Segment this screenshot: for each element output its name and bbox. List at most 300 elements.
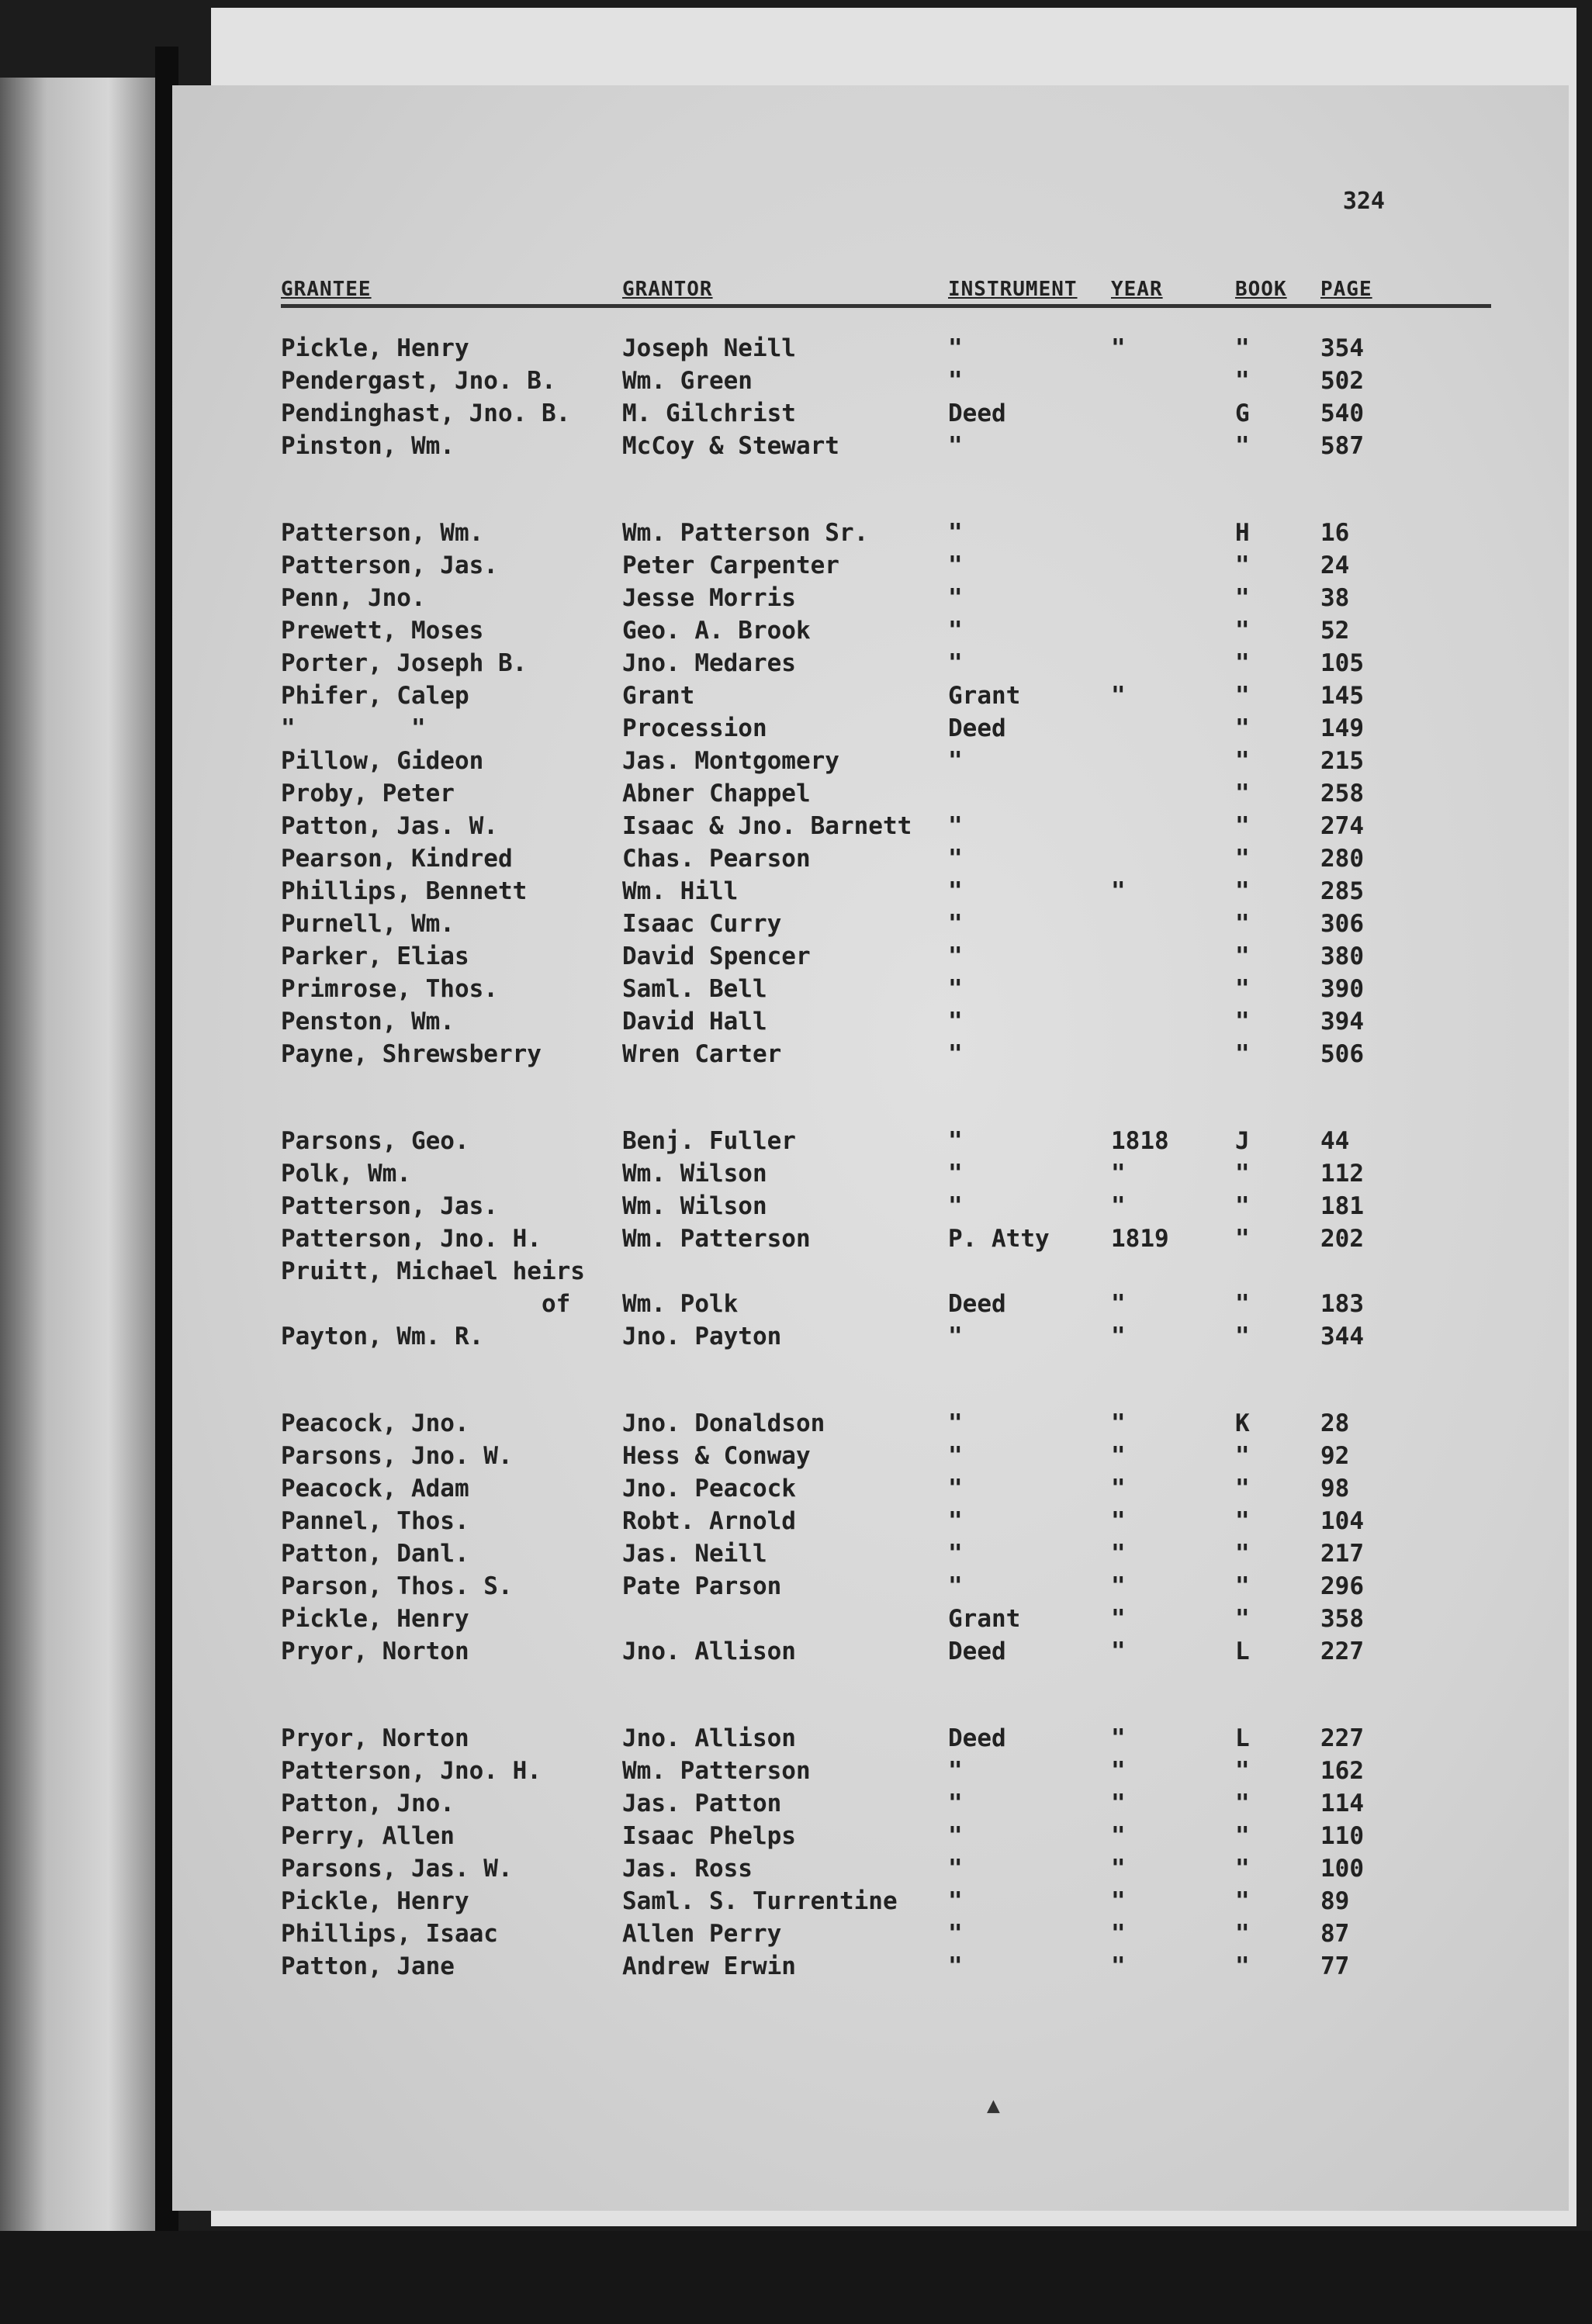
cell-year: " [1111, 1887, 1126, 1915]
cell-page: 181 [1320, 1192, 1364, 1220]
cell-instrument: " [948, 1887, 963, 1915]
cell-grantee: Patterson, Jas. [281, 552, 498, 579]
cell-grantee: Proby, Peter [281, 780, 455, 808]
cell-grantor: Isaac Curry [622, 910, 782, 938]
cell-grantee: Pryor, Norton [281, 1638, 469, 1665]
cell-grantee: Pryor, Norton [281, 1724, 469, 1752]
cell-grantor: Geo. A. Brook [622, 617, 811, 645]
cell-instrument: " [948, 1757, 963, 1785]
cell-page: 380 [1320, 942, 1364, 970]
table-row [281, 1949, 1491, 1982]
cell-grantor: Wm. Patterson [622, 1757, 811, 1785]
header-year: YEAR [1111, 278, 1163, 301]
cell-instrument: " [948, 1160, 963, 1188]
cell-grantee: Patton, Jane [281, 1952, 455, 1980]
table-row [281, 1157, 1491, 1189]
group-spacer [281, 1352, 1491, 1406]
cell-grantor: Pate Parson [622, 1572, 782, 1600]
cell-grantee: Parsons, Jas. W. [281, 1855, 513, 1883]
cell-year: " [1111, 1790, 1126, 1817]
cell-grantee: Patton, Jas. W. [281, 812, 498, 840]
cell-instrument: " [948, 1572, 963, 1600]
cell-book: " [1235, 1920, 1250, 1948]
cell-instrument: Deed [948, 1724, 1006, 1752]
cell-book: " [1235, 1323, 1250, 1350]
table-row [281, 1189, 1491, 1222]
cell-grantor: Andrew Erwin [622, 1952, 796, 1980]
cell-grantee: Pruitt, Michael heirs [281, 1257, 585, 1285]
group-spacer [281, 462, 1491, 516]
cell-grantee: Payne, Shrewsberry [281, 1040, 542, 1068]
cell-instrument: " [948, 877, 963, 905]
table-row [281, 1819, 1491, 1852]
cell-grantor: Saml. Bell [622, 975, 767, 1003]
cell-page: 285 [1320, 877, 1364, 905]
cell-instrument: " [948, 942, 963, 970]
cell-instrument: Deed [948, 1290, 1006, 1318]
cell-grantee: Perry, Allen [281, 1822, 455, 1850]
cell-book: J [1235, 1127, 1250, 1155]
cell-grantor: Wm. Wilson [622, 1192, 767, 1220]
adjacent-book-page [0, 78, 155, 2234]
cell-page: 227 [1320, 1638, 1364, 1665]
cell-grantor: Jno. Allison [622, 1638, 796, 1665]
cell-grantor: Jas. Montgomery [622, 747, 839, 775]
cell-year: 1818 [1111, 1127, 1169, 1155]
table-row [281, 429, 1491, 462]
cell-page: 149 [1320, 714, 1364, 742]
cell-page: 44 [1320, 1127, 1350, 1155]
table-row [281, 1721, 1491, 1754]
table-row [281, 1917, 1491, 1949]
cell-page: 145 [1320, 682, 1364, 710]
cell-year: " [1111, 1409, 1126, 1437]
table-row [281, 364, 1491, 396]
cell-book: " [1235, 1290, 1250, 1318]
group-spacer [281, 1070, 1491, 1124]
cell-book: " [1235, 682, 1250, 710]
cell-page: 104 [1320, 1507, 1364, 1535]
header-page: PAGE [1320, 278, 1372, 301]
table-row [281, 1569, 1491, 1602]
cell-year: " [1111, 1540, 1126, 1568]
cell-instrument: " [948, 1540, 963, 1568]
cell-grantor: Jno. Allison [622, 1724, 796, 1752]
cell-grantor: Jesse Morris [622, 584, 796, 612]
table-row [281, 1602, 1491, 1634]
cell-instrument: Deed [948, 399, 1006, 427]
cell-grantor: Wm. Green [622, 367, 753, 395]
table-row [281, 1504, 1491, 1537]
cell-grantee: Penston, Wm. [281, 1008, 455, 1036]
cell-year: " [1111, 1475, 1126, 1503]
cell-book: " [1235, 1790, 1250, 1817]
cell-book: " [1235, 747, 1250, 775]
cell-page: 24 [1320, 552, 1350, 579]
table-row [281, 1537, 1491, 1569]
cell-grantor: Chas. Pearson [622, 845, 811, 873]
cell-grantee: Pickle, Henry [281, 1605, 469, 1633]
cell-book: " [1235, 1822, 1250, 1850]
cell-grantor: Peter Carpenter [622, 552, 839, 579]
cell-grantor: Wren Carter [622, 1040, 782, 1068]
cell-page: 358 [1320, 1605, 1364, 1633]
cell-page: 306 [1320, 910, 1364, 938]
cell-year: " [1111, 877, 1126, 905]
cell-instrument: " [948, 812, 963, 840]
cell-page: 217 [1320, 1540, 1364, 1568]
cell-instrument: " [948, 1790, 963, 1817]
table-body [281, 308, 1491, 1982]
cell-grantee: Pendergast, Jno. B. [281, 367, 556, 395]
table-row [281, 1786, 1491, 1819]
cell-book: " [1235, 1192, 1250, 1220]
cell-book: " [1235, 1887, 1250, 1915]
cell-book: " [1235, 1225, 1250, 1253]
cell-grantee: Parsons, Jno. W. [281, 1442, 513, 1470]
header-grantee: GRANTEE [281, 278, 372, 301]
cell-grantor: Jno. Payton [622, 1323, 782, 1350]
cell-grantee: of [281, 1290, 571, 1318]
table-row [281, 1754, 1491, 1786]
cell-page: 502 [1320, 367, 1364, 395]
scanner-bed [0, 2231, 1592, 2324]
deed-index-table [281, 264, 1491, 1982]
cell-grantor: Wm. Polk [622, 1290, 739, 1318]
cell-instrument: " [948, 649, 963, 677]
cell-instrument: " [948, 1040, 963, 1068]
cell-instrument: Grant [948, 1605, 1021, 1633]
cell-book: " [1235, 845, 1250, 873]
table-row [281, 776, 1491, 809]
table-row [281, 331, 1491, 364]
cell-instrument: " [948, 1442, 963, 1470]
cell-book: " [1235, 584, 1250, 612]
table-row [281, 939, 1491, 972]
cell-year: " [1111, 1855, 1126, 1883]
cell-book: " [1235, 812, 1250, 840]
cell-book: " [1235, 552, 1250, 579]
cell-grantee: Pinston, Wm. [281, 432, 455, 460]
cell-year: 1819 [1111, 1225, 1169, 1253]
cell-grantee: Pearson, Kindred [281, 845, 513, 873]
cell-instrument: Deed [948, 714, 1006, 742]
table-row [281, 711, 1491, 744]
cell-grantee: Phillips, Isaac [281, 1920, 498, 1948]
cell-grantee: Polk, Wm. [281, 1160, 411, 1188]
cell-year: " [1111, 1323, 1126, 1350]
cell-page: 540 [1320, 399, 1364, 427]
cell-page: 390 [1320, 975, 1364, 1003]
table-row [281, 1222, 1491, 1254]
cell-book: " [1235, 1008, 1250, 1036]
header-instrument: INSTRUMENT [948, 278, 1078, 301]
cell-page: 110 [1320, 1822, 1364, 1850]
cell-grantee: Parsons, Geo. [281, 1127, 469, 1155]
header-grantor: GRANTOR [622, 278, 713, 301]
cell-page: 296 [1320, 1572, 1364, 1600]
cell-book: " [1235, 1757, 1250, 1785]
cell-grantor: Jno. Donaldson [622, 1409, 825, 1437]
table-row [281, 1439, 1491, 1472]
cell-book: " [1235, 1160, 1250, 1188]
cell-page: 394 [1320, 1008, 1364, 1036]
cell-year: " [1111, 1442, 1126, 1470]
cell-page: 16 [1320, 519, 1350, 547]
cell-page: 506 [1320, 1040, 1364, 1068]
cell-grantee: Penn, Jno. [281, 584, 426, 612]
cell-grantor: Wm. Wilson [622, 1160, 767, 1188]
cell-page: 354 [1320, 334, 1364, 362]
cell-instrument: " [948, 1008, 963, 1036]
cell-instrument: " [948, 1409, 963, 1437]
cell-grantor: Wm. Hill [622, 877, 739, 905]
cell-year: " [1111, 1290, 1126, 1318]
cell-grantor: Grant [622, 682, 695, 710]
cell-page: 92 [1320, 1442, 1350, 1470]
cell-book: K [1235, 1409, 1250, 1437]
cell-year: " [1111, 1822, 1126, 1850]
cell-page: 587 [1320, 432, 1364, 460]
cell-page: 87 [1320, 1920, 1350, 1948]
cell-grantee: Purnell, Wm. [281, 910, 455, 938]
table-row [281, 614, 1491, 646]
cell-book: " [1235, 1040, 1250, 1068]
cell-year: " [1111, 1572, 1126, 1600]
cell-year: " [1111, 1507, 1126, 1535]
cell-book: " [1235, 367, 1250, 395]
cell-instrument: " [948, 1920, 963, 1948]
cell-year: " [1111, 1724, 1126, 1752]
cell-instrument: " [948, 552, 963, 579]
cell-instrument: " [948, 747, 963, 775]
page-number: 324 [1342, 188, 1385, 215]
table-row [281, 1472, 1491, 1504]
document-page [172, 85, 1569, 2211]
cell-grantee: Patterson, Wm. [281, 519, 484, 547]
cell-grantor: M. Gilchrist [622, 399, 796, 427]
cell-page: 274 [1320, 812, 1364, 840]
cell-book: " [1235, 1540, 1250, 1568]
cell-year: " [1111, 1757, 1126, 1785]
cell-grantor: Isaac & Jno. Barnett [622, 812, 912, 840]
table-row [281, 809, 1491, 842]
ink-mark: ▲ [987, 2092, 1000, 2118]
cell-book: " [1235, 780, 1250, 808]
table-row [281, 581, 1491, 614]
cell-page: 105 [1320, 649, 1364, 677]
cell-page: 344 [1320, 1323, 1364, 1350]
cell-instrument: " [948, 519, 963, 547]
cell-instrument: " [948, 1475, 963, 1503]
cell-grantee: Primrose, Thos. [281, 975, 498, 1003]
cell-grantor: Jas. Patton [622, 1790, 782, 1817]
cell-year: " [1111, 1638, 1126, 1665]
cell-grantee: Pendinghast, Jno. B. [281, 399, 571, 427]
cell-grantor: Joseph Neill [622, 334, 796, 362]
table-row [281, 646, 1491, 679]
table-row [281, 1319, 1491, 1352]
cell-grantee: Parker, Elias [281, 942, 469, 970]
cell-page: 112 [1320, 1160, 1364, 1188]
cell-grantor: Benj. Fuller [622, 1127, 796, 1155]
cell-grantee: Peacock, Jno. [281, 1409, 469, 1437]
cell-grantee: Pickle, Henry [281, 334, 469, 362]
cell-page: 280 [1320, 845, 1364, 873]
cell-instrument: " [948, 1323, 963, 1350]
table-row [281, 842, 1491, 874]
cell-grantee: Patterson, Jno. H. [281, 1757, 542, 1785]
cell-book: L [1235, 1638, 1250, 1665]
cell-grantor: Hess & Conway [622, 1442, 811, 1470]
cell-year: " [1111, 1605, 1126, 1633]
table-row [281, 744, 1491, 776]
cell-page: 89 [1320, 1887, 1350, 1915]
cell-grantee: Pillow, Gideon [281, 747, 484, 775]
cell-instrument: " [948, 1127, 963, 1155]
cell-grantee: Prewett, Moses [281, 617, 484, 645]
table-row [281, 1005, 1491, 1037]
cell-year: " [1111, 1160, 1126, 1188]
table-row [281, 972, 1491, 1005]
cell-book: " [1235, 1952, 1250, 1980]
cell-grantee: Patterson, Jno. H. [281, 1225, 542, 1253]
cell-instrument: " [948, 975, 963, 1003]
cell-page: 38 [1320, 584, 1350, 612]
cell-grantor: Jno. Medares [622, 649, 796, 677]
cell-page: 28 [1320, 1409, 1350, 1437]
cell-page: 227 [1320, 1724, 1364, 1752]
table-row [281, 1037, 1491, 1070]
cell-book: " [1235, 877, 1250, 905]
cell-book: " [1235, 1572, 1250, 1600]
cell-grantor: David Spencer [622, 942, 811, 970]
cell-book: " [1235, 1442, 1250, 1470]
cell-grantor: Abner Chappel [622, 780, 811, 808]
cell-page: 183 [1320, 1290, 1364, 1318]
cell-grantor: David Hall [622, 1008, 767, 1036]
cell-grantor: McCoy & Stewart [622, 432, 839, 460]
cell-grantor: Wm. Patterson [622, 1225, 811, 1253]
cell-instrument: " [948, 1507, 963, 1535]
cell-year: " [1111, 1192, 1126, 1220]
cell-instrument: " [948, 617, 963, 645]
cell-grantee: Pannel, Thos. [281, 1507, 469, 1535]
cell-grantee: Patton, Jno. [281, 1790, 455, 1817]
cell-instrument: " [948, 432, 963, 460]
table-row [281, 1254, 1491, 1287]
cell-grantor: Jno. Peacock [622, 1475, 796, 1503]
cell-instrument: " [948, 910, 963, 938]
table-header [281, 264, 1491, 308]
table-row [281, 396, 1491, 429]
cell-book: " [1235, 432, 1250, 460]
cell-year: " [1111, 1920, 1126, 1948]
cell-instrument: " [948, 845, 963, 873]
cell-book: " [1235, 649, 1250, 677]
header-book: BOOK [1235, 278, 1287, 301]
cell-book: " [1235, 1475, 1250, 1503]
group-spacer [281, 308, 1491, 331]
cell-year: " [1111, 1952, 1126, 1980]
cell-book: H [1235, 519, 1250, 547]
group-spacer [281, 1667, 1491, 1721]
cell-grantor: Robt. Arnold [622, 1507, 796, 1535]
table-row [281, 1406, 1491, 1439]
cell-grantee: Patton, Danl. [281, 1540, 469, 1568]
table-row [281, 874, 1491, 907]
table-row [281, 1852, 1491, 1884]
cell-grantor: Allen Perry [622, 1920, 782, 1948]
table-row [281, 1124, 1491, 1157]
table-row [281, 1884, 1491, 1917]
cell-instrument: " [948, 367, 963, 395]
cell-book: G [1235, 399, 1250, 427]
cell-grantor: Jas. Ross [622, 1855, 753, 1883]
cell-year: " [1111, 682, 1126, 710]
cell-page: 100 [1320, 1855, 1364, 1883]
cell-grantee: Peacock, Adam [281, 1475, 469, 1503]
cell-book: " [1235, 617, 1250, 645]
cell-page: 98 [1320, 1475, 1350, 1503]
cell-instrument: " [948, 334, 963, 362]
cell-book: " [1235, 942, 1250, 970]
cell-grantee: Porter, Joseph B. [281, 649, 528, 677]
cell-grantee: Pickle, Henry [281, 1887, 469, 1915]
cell-grantee: Parson, Thos. S. [281, 1572, 513, 1600]
cell-instrument: " [948, 1855, 963, 1883]
cell-instrument: Deed [948, 1638, 1006, 1665]
cell-grantee: " " [281, 714, 426, 742]
cell-grantor: Isaac Phelps [622, 1822, 796, 1850]
cell-year: " [1111, 334, 1126, 362]
table-row [281, 1287, 1491, 1319]
cell-page: 114 [1320, 1790, 1364, 1817]
cell-book: " [1235, 910, 1250, 938]
table-row [281, 516, 1491, 548]
cell-grantee: Phifer, Calep [281, 682, 469, 710]
cell-grantee: Phillips, Bennett [281, 877, 528, 905]
cell-grantor: Procession [622, 714, 767, 742]
cell-grantor: Jas. Neill [622, 1540, 767, 1568]
cell-book: " [1235, 975, 1250, 1003]
cell-page: 215 [1320, 747, 1364, 775]
table-row [281, 679, 1491, 711]
cell-page: 258 [1320, 780, 1364, 808]
cell-instrument: " [948, 1952, 963, 1980]
cell-instrument: Grant [948, 682, 1021, 710]
cell-grantor: Saml. S. Turrentine [622, 1887, 898, 1915]
cell-book: " [1235, 714, 1250, 742]
cell-page: 52 [1320, 617, 1350, 645]
cell-page: 202 [1320, 1225, 1364, 1253]
cell-instrument: " [948, 1822, 963, 1850]
table-row [281, 907, 1491, 939]
cell-book: " [1235, 1855, 1250, 1883]
cell-book: " [1235, 334, 1250, 362]
cell-grantor: Wm. Patterson Sr. [622, 519, 869, 547]
cell-grantee: Patterson, Jas. [281, 1192, 498, 1220]
cell-page: 162 [1320, 1757, 1364, 1785]
cell-page: 77 [1320, 1952, 1350, 1980]
cell-grantee: Payton, Wm. R. [281, 1323, 484, 1350]
table-row [281, 548, 1491, 581]
cell-instrument: " [948, 1192, 963, 1220]
table-row [281, 1634, 1491, 1667]
cell-book: L [1235, 1724, 1250, 1752]
cell-book: " [1235, 1507, 1250, 1535]
cell-book: " [1235, 1605, 1250, 1633]
